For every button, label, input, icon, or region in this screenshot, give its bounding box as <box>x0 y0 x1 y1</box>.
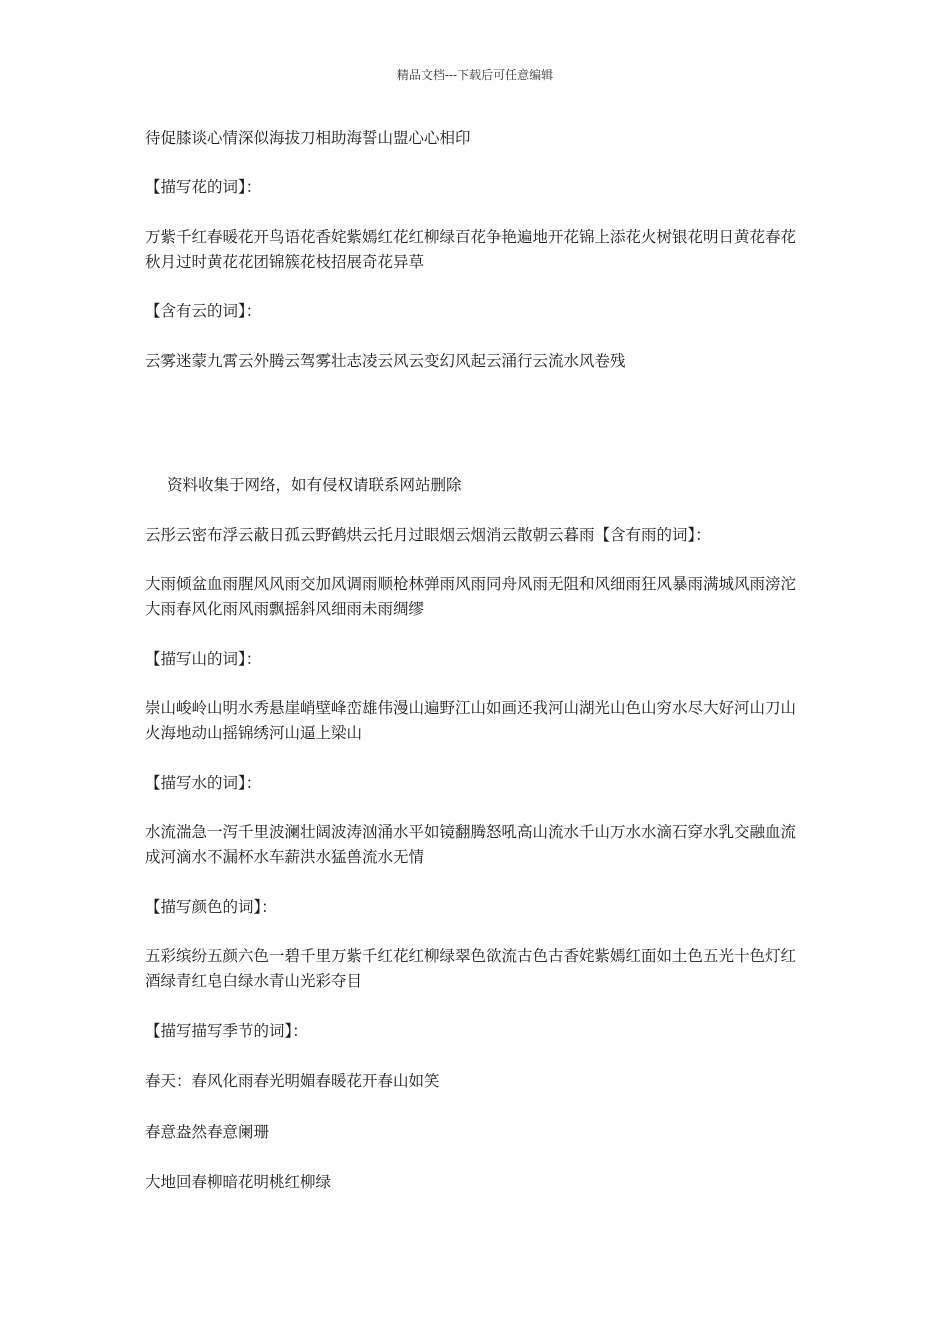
page-header: 精品文档---下载后可任意编辑 <box>396 68 554 82</box>
copyright-notice: 资料收集于网络，如有侵权请联系网站删除 <box>167 476 462 494</box>
paragraph-cloud-continued: 云彤云密布浮云蔽日孤云野鹤烘云托月过眼烟云烟消云散朝云暮雨【含有雨的词】： <box>145 526 711 544</box>
heading-cloud: 【含有云的词】： <box>145 302 262 320</box>
paragraph-cloud: 云雾迷蒙九霄云外腾云驾雾壮志凌云风云变幻风起云涌行云流水风卷残 <box>145 352 626 370</box>
paragraph-spring-1: 春天：春风化雨春光明媚春暖花开春山如笑 <box>145 1072 440 1090</box>
heading-color: 【描写颜色的词】： <box>145 898 277 916</box>
heading-flower: 【描写花的词】： <box>145 178 262 196</box>
paragraph-flower: 万紫千红春暖花开鸟语花香姹紫嫣红花红柳绿百花争艳遍地开花锦上添花火树银花明日黄花春花秋月过时黄花花团锦簇花枝招展奇花异草 <box>145 228 797 271</box>
paragraph-intro: 待促膝谈心情深似海拔刀相助海誓山盟心心相印 <box>145 129 471 147</box>
paragraph-rain: 大雨倾盆血雨腥风风雨交加风调雨顺枪林弹雨风雨同舟风雨无阻和风细雨狂风暴雨满城风雨滂沱大雨春风化雨风雨飘摇斜风细雨未雨绸缪 <box>145 575 797 618</box>
heading-mountain: 【描写山的词】： <box>145 650 262 668</box>
paragraph-spring-3: 大地回春柳暗花明桃红柳绿 <box>145 1173 332 1191</box>
paragraph-water: 水流湍急一泻千里波澜壮阔波涛汹涌水平如镜翻腾怒吼高山流水千山万水水滴石穿水乳交融血流成河滴水不漏杯水车薪洪水猛兽流水无情 <box>145 823 797 866</box>
heading-season: 【描写描写季节的词】： <box>145 1022 308 1040</box>
heading-water: 【描写水的词】： <box>145 774 262 792</box>
paragraph-spring-2: 春意盎然春意阑珊 <box>145 1123 270 1141</box>
paragraph-mountain: 崇山峻岭山明水秀悬崖峭壁峰峦雄伟漫山遍野江山如画还我河山湖光山色山穷水尽大好河山刀山火海地动山摇锦绣河山逼上梁山 <box>145 699 797 742</box>
paragraph-color: 五彩缤纷五颜六色一碧千里万紫千红花红柳绿翠色欲流古色古香姹紫嫣红面如土色五光十色灯红酒绿青红皂白绿水青山光彩夺目 <box>145 947 797 990</box>
